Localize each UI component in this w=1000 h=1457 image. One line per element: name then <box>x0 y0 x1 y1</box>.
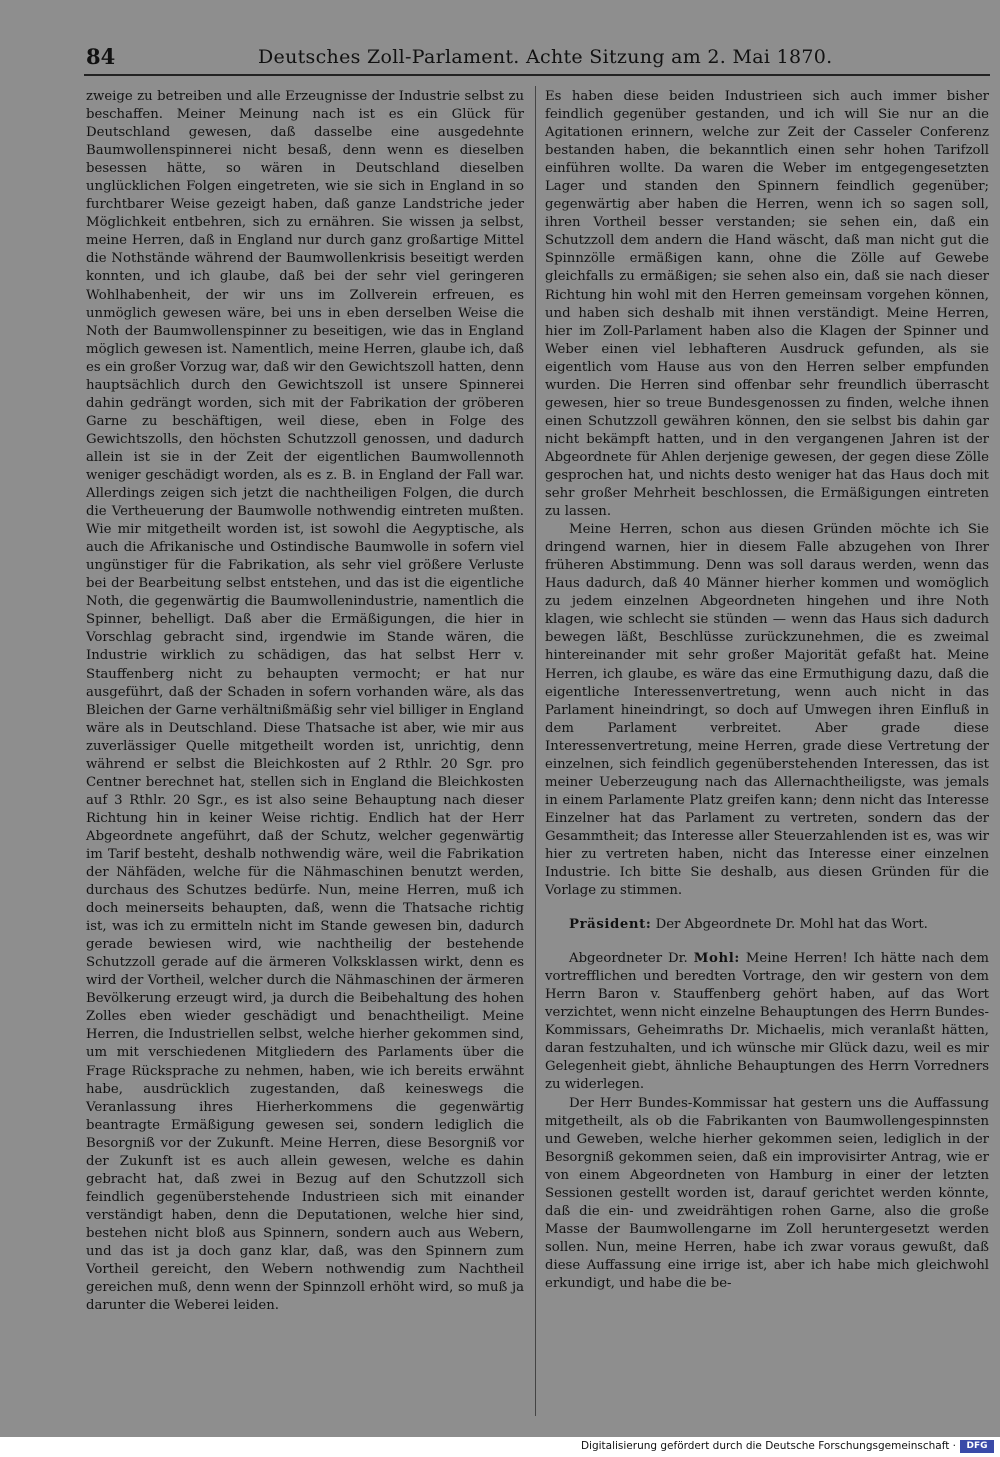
body-paragraph: zweige zu betreiben und alle Erzeugnisse der Industrie selbst zu beschaffen. Meiner Meinung nach ist es ein Glück für Deutschland gewesen, daß dasselbe eine ausgedehnte Baumwollenspinnerei nicht besaß, denn wenn es dieselben besessen hätte, so wären in Deutschland dieselben unglücklichen Folgen eingetreten, wie sie sich in England in so furchtbarer Weise gezeigt haben, daß ganze Landstriche jeder Möglichkeit entbehren, sich zu ernähren. Sie wissen ja selbst, meine Herren, daß in England nur durch ganz großartige Mittel die Nothstände während der Baumwollenkrisis beseitigt werden konnten, und ich glaube, daß bei der sehr viel geringeren Wohlhabenheit, der wir uns im Zollverein erfreuen, es unmöglich gewesen wäre, bei uns in eben derselben Weise die Noth der Baumwollenspinner zu beseitigen, wie das in England möglich gewesen ist. Namentlich, meine Herren, glaube ich, daß es ein großer Vorzug war, daß wir den Gewichtszoll hatten, denn hauptsächlich durch den Gewichtszoll ist unsere Spinnerei dahin gedrängt worden, sich mit der Fabrikation der gröberen Garne zu beschäftigen, weil diese, eben in Folge des Gewichtszolls, den höchsten Schutzzoll genossen, und dadurch allein ist sie in der Zeit der eigentlichen Baumwollennoth weniger geschädigt worden, als es z. B. in England der Fall war. Allerdings zeigen sich jetzt die nachtheiligen Folgen, die durch die Vertheuerung der Baumwolle nothwendig eintreten mußten. Wie mir mitgetheilt worden ist, ist sowohl die Aegyptische, als auch die Afrikanische und Ostindische Baumwolle in sofern viel ungünstiger für die Fabrikation, als sehr viel größere Verluste bei der Bearbeitung selbst entstehen, und das ist die eigentliche Noth, die gegenwärtig die Baumwollenindustrie, namentlich die Spinner, behelligt. Daß aber die Ermäßigungen, die hier in Vorschlag gebracht sind, irgendwie im Stande wären, die Industrie wirklich zu schädigen, das hat selbst Herr v. Stauffenberg nicht zu behaupten vermocht; er hat nur ausgeführt, daß der Schaden in sofern vorhanden wäre, als das Bleichen der Garne verhältnißmäßig sehr viel billiger in England wäre als in Deutschland. Diese Thatsache ist aber, wie mir aus zuverlässiger Quelle mitgetheilt worden ist, unrichtig, denn während er selbst die Bleichkosten auf 2 Rthlr. 20 Sgr. pro Centner berechnet hat, stellen sich in England die Bleichkosten auf 3 Rthlr. 20 Sgr., es ist also seine Behauptung nach dieser Richtung hin in keiner Weise richtig. Endlich hat der Herr Abgeordnete angeführt, daß der Schutz, welcher gegenwärtig im Tarif besteht, deshalb nothwendig wäre, weil die Fabrikation der Nähfäden, welche für die Nähmaschinen benutzt werden, durchaus des Schutzes bedürfe. Nun, meine Herren, muß ich doch meinerseits behaupten, daß, wenn die Thatsache richtig ist, was ich zu ermitteln nicht im Stande gewesen bin, dadurch gerade bewiesen wird, wie nachtheilig der bestehende Schutzzoll gerade auf die ärmeren Volksklassen wirkt, denn es wird der Vortheil, welcher durch die Nähmaschinen der ärmeren Bevölkerung erzeugt wird, ja durch die Beibehaltung des hohen Zolles eben wieder geschädigt und benachtheiligt. Meine Herren, die Industriellen selbst, welche hierher gekommen sind, um mit verschiedenen Mitgliedern des Parlaments über die Frage Rücksprache zu nehmen, haben, wie ich bereits erwähnt habe, ausdrücklich zugestanden, daß keineswegs die Veranlassung ihres Hierherkommens die gegenwärtig beantragte Ermäßigung gewesen sei, sondern lediglich die Besorgniß vor der Zukunft. Meine Herren, diese Besorgniß vor der Zukunft ist es auch allein gewesen, welche es dahin gebracht hat, daß zwei in Bezug auf den Schutzzoll sich feindlich gegenüberstehende Industrieen sich mit einander verständigt haben, denn die Deputationen, welche hier sind, bestehen nicht bloß aus Spinnern, sondern auch aus Webern, und das ist ja doch ganz klar, daß, was den Spinnern zum Vortheil gereicht, den Webern nothwendig zum Nachtheil gereichen muß, denn wenn der Spinnzoll erhöht wird, so muß ja darunter die Weberei leiden. <box>86 89 524 1314</box>
page-header <box>0 40 1000 72</box>
header-rule <box>84 74 990 76</box>
footer-credit: Digitalisierung gefördert durch die Deutsche Forschungsgemeinschaft · <box>580 1440 956 1452</box>
speech-text: Meine Herren! Ich hätte nach dem vortrefflichen und beredten Vortrage, den wir gestern von dem Herrn Baron v. Stauffenberg gehört haben, auf das Wort verzichtet, wenn nicht einzelne Behauptungen des Herrn Bundes-Kommissars, Geheimraths Dr. Michaelis, mich veranlaßt hätten, daran festzuhalten, und ich wünsche mir Glück dazu, weil es mir Gelegenheit giebt, ähnliche Behauptungen des Herrn Vorredners zu widerlegen. <box>545 951 989 1093</box>
president-statement <box>545 916 989 934</box>
body-paragraph: Der Herr Bundes-Kommissar hat gestern uns die Auffassung mitgetheilt, als ob die Fabrikanten von Baumwollengespinnsten und Geweben, welche hierher gekommen seien, lediglich in der Besorgniß gekommen seien, daß ein improvisirter Antrag, wie er von einem Abgeordneten von Hamburg in einer der letzten Sessionen gestellt worden ist, darauf gerichtet werden könnte, daß die ein- und zweidrähtigen rohen Garne, also die große Masse der Baumwollengarne im Zoll heruntergesetzt werden sollen. Nun, meine Herren, habe ich zwar voraus gewußt, daß diese Auffassung eine irrige ist, aber ich habe mich gleichwohl erkundigt, und habe die be- <box>545 1095 989 1291</box>
statement-text: Der Abgeordnete Dr. Mohl hat das Wort. <box>651 917 928 933</box>
footer <box>0 1437 1000 1457</box>
left-column <box>86 88 524 1315</box>
right-column <box>545 88 989 1293</box>
dfg-logo: DFG <box>960 1440 994 1453</box>
body-paragraph: Meine Herren, schon aus diesen Gründen möchte ich Sie dringend warnen, hier in diesem Falle abzugehen von Ihrer früheren Abstimmung. Denn was soll daraus werden, wenn das Haus dadurch, daß 40 Männer hierher kommen und womöglich zu jedem einzelnen Abgeordneten hingehen und ihre Noth klagen, wie schlecht sie stünden — wenn das Haus sich dadurch bewegen läßt, Beschlüsse zurückzunehmen, die es zweimal hintereinander mit sehr großer Majorität gefaßt hat. Meine Herren, ich glaube, es wäre das eine Ermuthigung dazu, daß die eigentliche Interessenvertretung, wenn auch nicht in das Parlament hineindringt, so doch auf Umwegen ihren Einfluß in dem Parlament verbreitet. Aber grade diese Interessenvertretung, meine Herren, grade diese Vertretung der einzelnen, sich feindlich gegenüberstehenden Interessen, das ist meiner Ueberzeugung nach das Allernachtheiligste, was jemals in einem Parlamente Platz greifen kann; denn nicht das Interesse Einzelner hat das Parlament zu vertreten, sondern das der Gesammtheit; das Interesse aller Steuerzahlenden ist es, was wir hier zu vertreten haben, nicht das Interesse einer einzelnen Industrie. Ich bitte Sie deshalb, aus diesen Gründen für die Vorlage zu stimmen. <box>545 522 989 899</box>
column-separator <box>535 86 536 1416</box>
speaker-label: Präsident: <box>569 917 652 933</box>
running-title: Deutsches Zoll-Parlament. Achte Sitzung am 2. Mai 1870. <box>258 46 833 68</box>
speaker-intro: Abgeordneter Dr. <box>569 951 694 967</box>
mohl-speech <box>545 950 989 1094</box>
speaker-name: Mohl: <box>693 951 740 967</box>
body-paragraph: Es haben diese beiden Industrieen sich auch immer bisher feindlich gegenüber gestanden, und ich will Sie nur an die Agitationen erinnern, welche zur Zeit der Casseler Conferenz bestanden haben, die bekanntlich einen sehr hohen Tarifzoll einführen wollte. Da waren die Weber im entgegengesetzten Lager und standen den Spinnern feindlich gegenüber; gegenwärtig aber haben die Herren, wenn ich so sagen soll, ihren Vortheil besser verstanden; sie sehen ein, daß ein Schutzzoll dem andern die Hand wäscht, daß man nicht gut die Spinnzölle ermäßigen kann, ohne die Zölle auf Gewebe gleichfalls zu ermäßigen; sie sehen also ein, daß sie nach dieser Richtung hin wohl mit den Herren gemeinsam vorgehen können, und haben sich deshalb mit ihnen verständigt. Meine Herren, hier im Zoll-Parlament haben also die Klagen der Spinner und Weber einen viel lebhafteren Ausdruck gefunden, als sie eigentlich vom Hause aus von den Herren selber empfunden wurden. Die Herren sind offenbar sehr freundlich überrascht gewesen, hier so treue Bundesgenossen zu finden, welche ihnen einen Schutzzoll gewähren können, den sie selbst bis dahin gar nicht bekämpft hatten, und in den vergangenen Jahren ist der Abgeordnete für Ahlen derjenige gewesen, der gegen diese Zölle gesprochen hat, und nichts desto weniger hat das Haus doch mit sehr großer Mehrheit beschlossen, die Ermäßigungen eintreten zu lassen. <box>545 89 989 520</box>
page-number: 84 <box>86 44 116 69</box>
